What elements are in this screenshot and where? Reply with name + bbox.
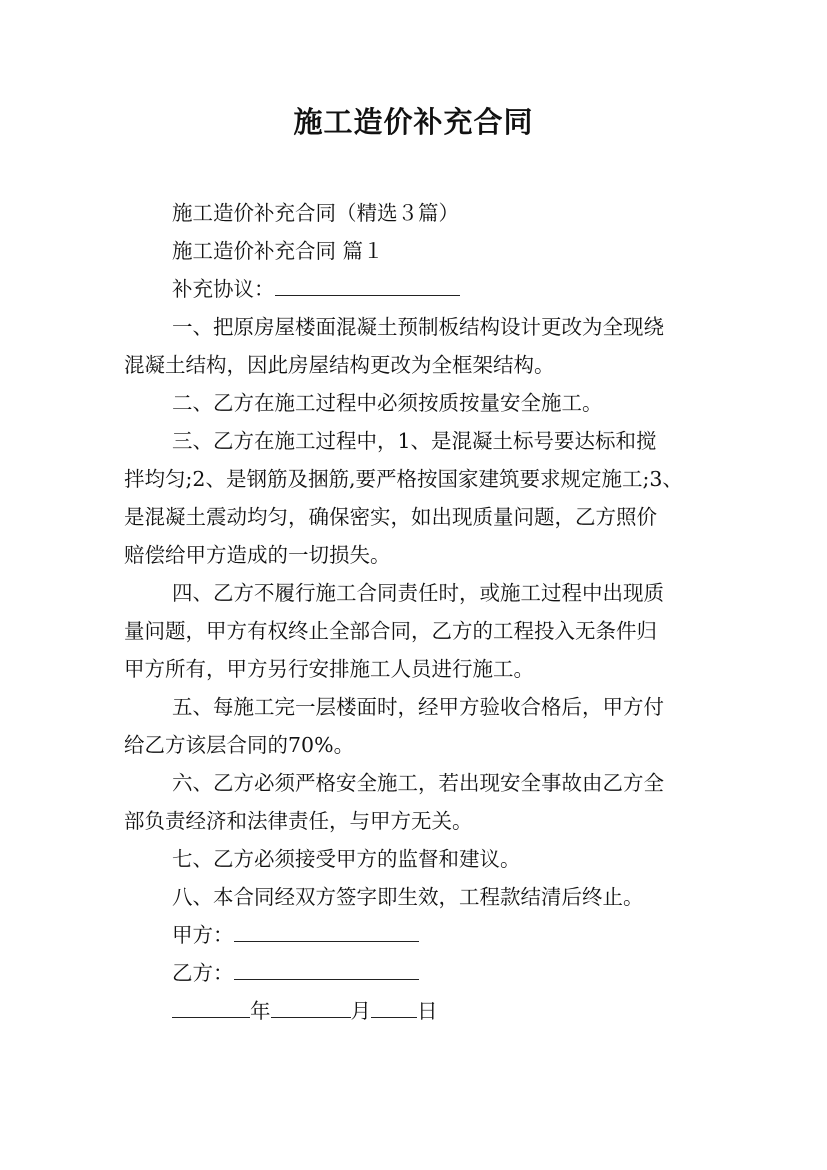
party-b-label: 乙方： [172, 961, 234, 985]
supplement-label: 补充协议： [172, 277, 275, 301]
clause-4-line: 甲方所有，甲方另行安排施工人员进行施工。 [124, 657, 534, 681]
section-heading: 施工造价补充合同 篇１ [172, 239, 384, 263]
date-line [124, 992, 714, 1030]
document-title: 施工造价补充合同 [293, 105, 534, 139]
clause-7-line: 七、乙方必须接受甲方的监督和建议。 [172, 847, 521, 871]
clause-5-line: 给乙方该层合同的70%。 [124, 733, 355, 757]
clause-1-line: 一、把原房屋楼面混凝土预制板结构设计更改为全现绕 [172, 315, 664, 339]
day-label: 日 [417, 999, 438, 1023]
supplement-blank [275, 271, 460, 296]
party-b-signature-blank [234, 955, 419, 980]
clause-6-line: 六、乙方必须严格安全施工，若出现安全事故由乙方全 [172, 771, 664, 795]
clause-4-line: 四、乙方不履行施工合同责任时，或施工过程中出现质 [172, 581, 664, 605]
clause-3-line: 三、乙方在施工过程中，1、是混凝土标号要达标和搅 [172, 429, 657, 453]
clause-3-line: 赔偿给甲方造成的一切损失。 [124, 543, 391, 567]
party-b-line [124, 954, 714, 992]
month-label: 月 [350, 999, 371, 1023]
document-body [124, 194, 714, 1030]
clause-2-line: 二、乙方在施工过程中必须按质按量安全施工。 [172, 391, 603, 415]
party-a-label: 甲方： [172, 923, 234, 947]
party-a-line [124, 916, 714, 954]
clause-4-line: 量问题，甲方有权终止全部合同，乙方的工程投入无条件归 [124, 619, 657, 643]
clause-5-line: 五、每施工完一层楼面时，经甲方验收合格后，甲方付 [172, 695, 664, 719]
clauses-list [124, 308, 714, 916]
clause-6-line: 部负责经济和法律责任，与甲方无关。 [124, 809, 473, 833]
document-subtitle: 施工造价补充合同（精选３篇） [172, 201, 459, 225]
day-blank [371, 993, 417, 1018]
year-label: 年 [250, 999, 271, 1023]
supplement-agreement-line [124, 270, 714, 308]
month-blank [271, 993, 351, 1018]
clause-3-line: 拌均匀;2、是钢筋及捆筋,要严格按国家建筑要求规定施工;3、 [124, 467, 683, 491]
year-blank [172, 993, 250, 1018]
clause-8-line: 八、本合同经双方签字即生效，工程款结清后终止。 [172, 885, 644, 909]
clause-3-line: 是混凝土震动均匀，确保密实，如出现质量问题，乙方照价 [124, 505, 657, 529]
clause-1-line: 混凝土结构，因此房屋结构更改为全框架结构。 [124, 353, 555, 377]
party-a-signature-blank [234, 917, 419, 942]
